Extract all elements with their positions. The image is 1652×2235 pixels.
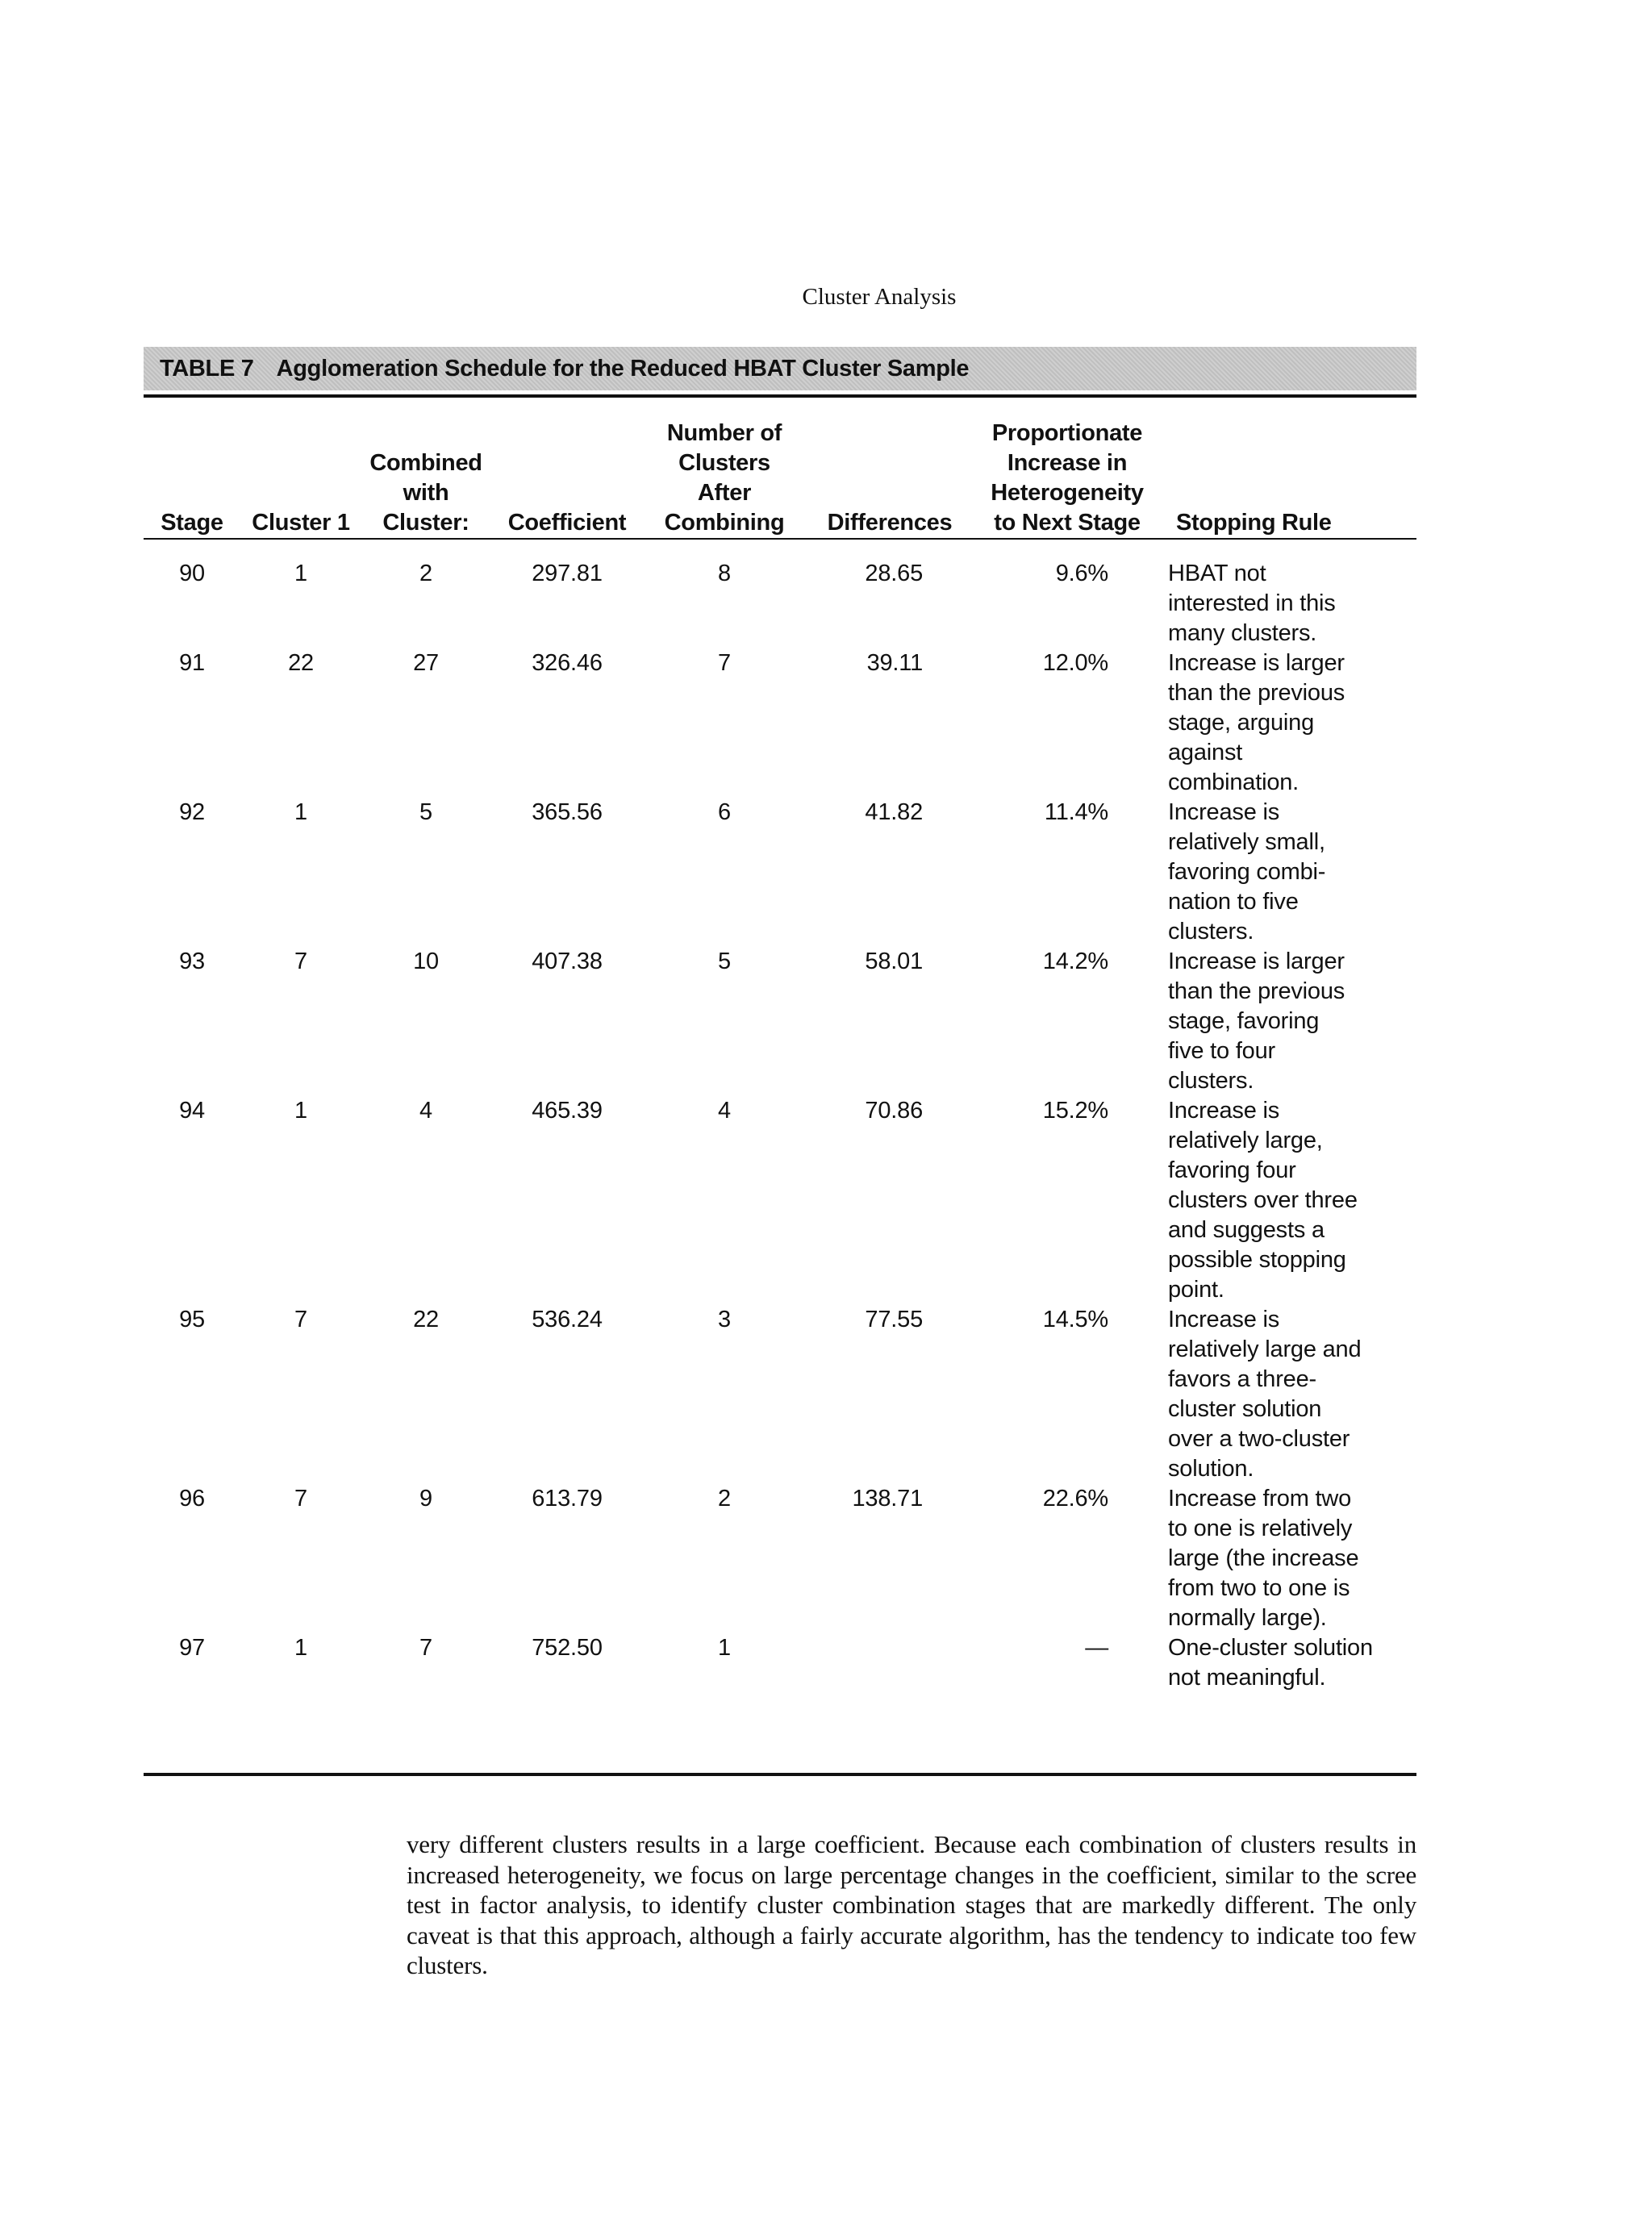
cell-cluster1: 1 [294, 799, 307, 825]
stopping-rule-line: Increase is larger [1168, 949, 1345, 974]
cell-number-of-clusters: 1 [718, 1635, 731, 1661]
cell-stopping-rule [1160, 648, 1416, 798]
table-body [144, 545, 1416, 1693]
header-line: After [697, 480, 752, 506]
table-row [144, 947, 1416, 1096]
cell-coefficient: 752.50 [532, 1635, 603, 1661]
cell-cluster1: 1 [294, 1635, 307, 1661]
cell-stopping-rule [1160, 1096, 1416, 1305]
header-line: Proportionate [991, 420, 1143, 446]
header-coefficient: Coefficient [507, 510, 627, 536]
stopping-rule-line: point. [1168, 1277, 1224, 1303]
header-line: Combined [369, 450, 482, 476]
table-header-row [144, 398, 1416, 545]
cell-combined-with: 7 [419, 1635, 432, 1661]
cell-cluster1: 22 [288, 650, 314, 676]
body-paragraph: very different clusters results in a large coefficient. Because each combination of clusters results in increased heterogeneity, we focus on large percentage changes in the coefficient, similar to the scree test in factor analysis, to identify cluster combination stages that are markedly different. The only caveat is that this approach, although a fairly accurate algorithm, has the tendency to indicate too few clusters. [407, 1830, 1416, 1979]
header-stopping-rule: Stopping Rule [1176, 510, 1332, 536]
header-line: Cluster: [382, 510, 469, 536]
stopping-rule-line: Increase is [1168, 1307, 1280, 1332]
cell-stage: 96 [179, 1486, 205, 1512]
header-differences: Differences [827, 510, 953, 536]
stopping-rule-line: One-cluster solution [1168, 1635, 1373, 1661]
table-row [144, 545, 1416, 648]
stopping-rule-line: to one is relatively [1168, 1516, 1353, 1541]
cell-coefficient: 326.46 [532, 650, 603, 676]
table-caption [144, 347, 1416, 390]
cell-proportionate-increase: 14.5% [1042, 1307, 1108, 1332]
header-stage: Stage [161, 510, 223, 536]
cell-cluster1: 1 [294, 1098, 307, 1124]
cell-differences: 58.01 [865, 949, 923, 974]
cell-cluster1: 1 [294, 561, 307, 586]
cell-combined-with: 22 [413, 1307, 439, 1332]
stopping-rule-line: cluster solution [1168, 1396, 1322, 1422]
stopping-rule-line: normally large). [1168, 1605, 1327, 1631]
stopping-rule-line: favors a three- [1168, 1366, 1316, 1392]
header-line: Heterogeneity [991, 480, 1144, 506]
cell-proportionate-increase: 22.6% [1042, 1486, 1108, 1512]
cell-combined-with: 5 [419, 799, 432, 825]
cell-proportionate-increase: 12.0% [1042, 650, 1108, 676]
stopping-rule-line: stage, favoring [1168, 1008, 1320, 1034]
table-row [144, 1305, 1416, 1484]
running-head: Cluster Analysis [802, 284, 957, 310]
stopping-rule-line: over a two-cluster [1168, 1426, 1350, 1452]
cell-combined-with: 27 [413, 650, 439, 676]
cell-number-of-clusters: 3 [718, 1307, 731, 1332]
cell-stopping-rule [1160, 1305, 1416, 1484]
cell-stopping-rule [1160, 947, 1416, 1096]
stopping-rule-line: not meaningful. [1168, 1665, 1326, 1691]
stopping-rule-line: solution. [1168, 1456, 1254, 1482]
table-bottom-rule [144, 1773, 1416, 1776]
stopping-rule-line: Increase is [1168, 1098, 1280, 1124]
cell-stopping-rule [1160, 798, 1416, 947]
cell-proportionate-increase: — [1085, 1635, 1108, 1661]
cell-number-of-clusters: 4 [718, 1098, 731, 1124]
stopping-rule-line: favoring combi- [1168, 859, 1326, 885]
stopping-rule-line: and suggests a [1168, 1217, 1325, 1243]
cell-coefficient: 297.81 [532, 561, 603, 586]
stopping-rule-line: relatively large and [1168, 1336, 1362, 1362]
cell-coefficient: 365.56 [532, 799, 603, 825]
header-line: Number of [666, 420, 782, 446]
cell-proportionate-increase: 11.4% [1044, 799, 1108, 825]
stopping-rule-line: clusters. [1168, 1068, 1254, 1094]
cell-number-of-clusters: 5 [718, 949, 731, 974]
header-line: Increase in [1007, 450, 1128, 476]
cell-coefficient: 613.79 [532, 1486, 603, 1512]
cell-stage: 91 [179, 650, 205, 676]
cell-stage: 95 [179, 1307, 205, 1332]
cell-proportionate-increase: 9.6% [1055, 561, 1108, 586]
stopping-rule-line: large (the increase [1168, 1545, 1359, 1571]
table-row [144, 1484, 1416, 1633]
stopping-rule-line: Increase from two [1168, 1486, 1352, 1512]
cell-stage: 97 [179, 1635, 205, 1661]
cell-stopping-rule [1160, 545, 1416, 648]
cell-differences [805, 1633, 974, 1693]
stopping-rule-line: Increase is larger [1168, 650, 1345, 676]
cell-differences: 41.82 [865, 799, 923, 825]
table-row [144, 1633, 1416, 1693]
cell-differences: 138.71 [852, 1486, 923, 1512]
stopping-rule-line: interested in this [1168, 590, 1336, 616]
cell-differences: 70.86 [865, 1098, 923, 1124]
stopping-rule-line: against [1168, 740, 1243, 765]
cell-differences: 77.55 [865, 1307, 923, 1332]
cell-stage: 92 [179, 799, 205, 825]
cell-proportionate-increase: 15.2% [1042, 1098, 1108, 1124]
cell-differences: 39.11 [866, 650, 923, 676]
stopping-rule-line: from two to one is [1168, 1575, 1350, 1601]
header-number-of-clusters [644, 398, 805, 545]
cell-combined-with: 2 [419, 561, 432, 586]
stopping-rule-line: clusters over three [1168, 1187, 1358, 1213]
cell-differences: 28.65 [865, 561, 923, 586]
table-row [144, 648, 1416, 798]
stopping-rule-line: possible stopping [1168, 1247, 1346, 1273]
stopping-rule-line: Increase is [1168, 799, 1280, 825]
table-title: Agglomeration Schedule for the Reduced HBAT Cluster Sample [276, 355, 970, 382]
cell-combined-with: 9 [419, 1486, 432, 1512]
cell-combined-with: 4 [419, 1098, 432, 1124]
header-line: with [403, 480, 449, 506]
header-cluster1: Cluster 1 [252, 510, 350, 536]
table-label: TABLE 7 [160, 355, 254, 382]
cell-cluster1: 7 [294, 1307, 307, 1332]
cell-stopping-rule [1160, 1484, 1416, 1633]
cell-coefficient: 407.38 [532, 949, 603, 974]
stopping-rule-line: HBAT not [1168, 561, 1266, 586]
header-proportionate-increase [974, 398, 1160, 545]
stopping-rule-line: five to four [1168, 1038, 1275, 1064]
cell-cluster1: 7 [294, 1486, 307, 1512]
cell-proportionate-increase: 14.2% [1042, 949, 1108, 974]
stopping-rule-line: stage, arguing [1168, 710, 1314, 736]
stopping-rule-line: combination. [1168, 769, 1299, 795]
stopping-rule-line: many clusters. [1168, 620, 1317, 646]
cell-stage: 93 [179, 949, 205, 974]
stopping-rule-line: clusters. [1168, 919, 1254, 944]
header-line: Combining [664, 510, 785, 536]
header-line: Clusters [678, 450, 770, 476]
agglomeration-table [144, 398, 1416, 1693]
cell-number-of-clusters: 8 [718, 561, 731, 586]
cell-cluster1: 7 [294, 949, 307, 974]
stopping-rule-line: than the previous [1168, 680, 1345, 706]
table-row [144, 798, 1416, 947]
table-row [144, 1096, 1416, 1305]
stopping-rule-line: than the previous [1168, 978, 1345, 1004]
cell-number-of-clusters: 2 [718, 1486, 731, 1512]
cell-coefficient: 465.39 [532, 1098, 603, 1124]
cell-stage: 90 [179, 561, 205, 586]
header-combined-with [361, 398, 490, 545]
cell-stopping-rule [1160, 1633, 1416, 1693]
cell-combined-with: 10 [413, 949, 439, 974]
header-line: to Next Stage [994, 510, 1141, 536]
cell-stage: 94 [179, 1098, 205, 1124]
cell-number-of-clusters: 7 [718, 650, 731, 676]
stopping-rule-line: nation to five [1168, 889, 1299, 915]
stopping-rule-line: relatively large, [1168, 1128, 1323, 1153]
stopping-rule-line: favoring four [1168, 1157, 1296, 1183]
stopping-rule-line: relatively small, [1168, 829, 1325, 855]
cell-coefficient: 536.24 [532, 1307, 603, 1332]
cell-number-of-clusters: 6 [718, 799, 731, 825]
